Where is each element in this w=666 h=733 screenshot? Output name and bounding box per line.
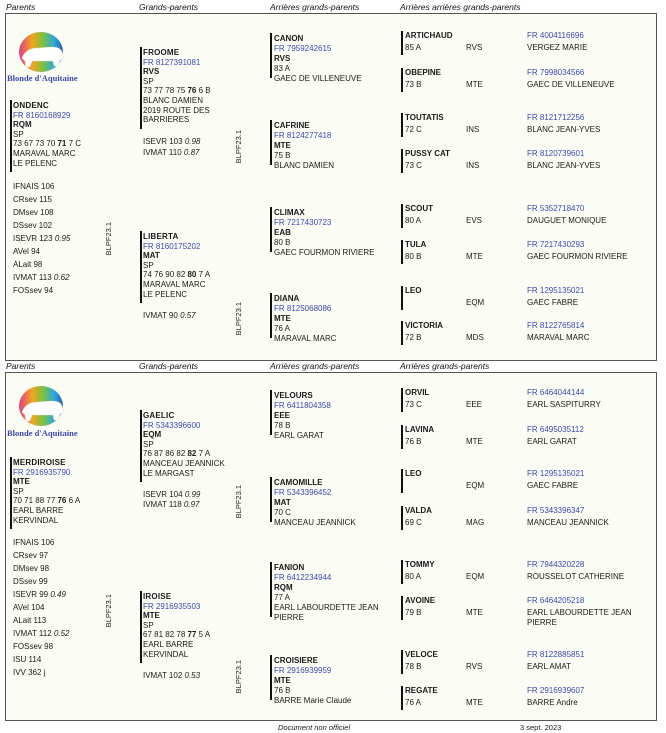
gggp-name: VELOCE: [405, 650, 438, 659]
ggp-owner: EARL GARAT: [274, 431, 324, 440]
parent-index: [13, 284, 70, 297]
gggp-owner: EARL AMAT: [527, 662, 572, 671]
gggp-bar: [401, 650, 403, 674]
gggp-owner: MARAVAL MARC: [527, 333, 590, 342]
logo-text-2: Blonde d'Aquitaine: [7, 428, 78, 438]
parent-code-2: MTE: [13, 477, 30, 487]
gp2-line-2: KERVINDAL: [143, 649, 189, 659]
gggp-code: EQM: [466, 298, 485, 307]
header-parents-2: Parents: [6, 361, 36, 371]
gp2-sp: SP: [143, 260, 154, 270]
parent-name-2: MERDIROISE: [13, 458, 66, 467]
gggp-name: VICTORIA: [405, 321, 444, 330]
parent-index-cd: 0.49: [50, 590, 66, 599]
gp2-block-bottom: [143, 592, 210, 659]
gp1-reg-2: FR 5343396600: [143, 420, 201, 430]
parent-index: [13, 232, 70, 245]
gggp-score: 73 C: [405, 400, 422, 409]
ggp-reg: FR 7959242615: [274, 44, 332, 53]
gggp-code: EQM: [466, 572, 485, 581]
header-grandparents-2: Grands-parents: [139, 361, 199, 371]
gp1-line-2: LE MARGAST: [143, 468, 195, 478]
header-ggp-2b: Arrières grands-parents: [400, 361, 490, 371]
gggp-code: EQM: [466, 481, 485, 490]
gggp-owner: GAEC FABRE: [527, 481, 579, 490]
gggp-reg: FR 7944320228: [527, 560, 585, 569]
gggp-owner: EARL SASPITURRY: [527, 400, 601, 409]
gp2-idx1-2: IVMAT 102 0.53: [143, 671, 201, 680]
gp1-idx1-2: ISEVR 104 0.99: [143, 490, 201, 499]
gp1-bar-2: [140, 410, 142, 482]
ggp-code: RQM: [274, 583, 293, 592]
ggp-score: 75 B: [274, 151, 291, 160]
gggp-code: EVS: [466, 216, 483, 225]
gp2-scores-2: 67 81 82 78 77 5 A: [143, 630, 211, 640]
gggp-reg: FR 6464205218: [527, 596, 585, 605]
gp1-block-top: [143, 48, 211, 125]
gp2-vlabel: BLPF23.1: [234, 302, 243, 336]
parent-block-bottom: [13, 458, 80, 525]
gggp-code: INS: [466, 161, 480, 170]
gggp-reg: FR 8122885851: [527, 650, 585, 659]
parent-index: [13, 588, 69, 601]
parent-index: [13, 271, 70, 284]
gggp-name: TULA: [405, 240, 427, 249]
ggp-code: EEE: [274, 411, 291, 420]
gp2-code-2: MTE: [143, 611, 160, 621]
gggp-code: MAG: [466, 518, 485, 527]
parent-index-label: CRsev 97: [13, 551, 49, 560]
gggp-score: 80 B: [405, 252, 422, 261]
ggp-owner: GAEC FOURMON RIVIERE: [274, 248, 375, 257]
header-ggp-2: Arrières grands-parents: [270, 361, 360, 371]
gggp-owner: GAEC FABRE: [527, 298, 579, 307]
ggp-score: 78 B: [274, 421, 291, 430]
gggp-bar: [401, 321, 403, 345]
gggp-code: MTE: [466, 252, 483, 261]
ggp-owner: PIERRE: [274, 613, 304, 622]
gggp-reg: FR 7998034566: [527, 68, 585, 77]
gggp-score: 78 B: [405, 662, 422, 671]
gggp-name: SCOUT: [405, 204, 433, 213]
gggp-name: VALDA: [405, 506, 432, 515]
gggp-code: MTE: [466, 80, 483, 89]
gggp-score: 72 B: [405, 333, 422, 342]
gggp-bar: [401, 149, 403, 173]
ggp-score: 76 B: [274, 686, 291, 695]
parent-index-label: FOSsev 98: [13, 642, 54, 651]
ggp-reg: FR 6412234944: [274, 573, 332, 582]
ggp-owner: MARAVAL MARC: [274, 334, 337, 343]
gp1-idx2-2: IVMAT 118 0.97: [143, 500, 200, 509]
gp2-bar: [140, 231, 142, 303]
ggp-name: CANON: [274, 34, 304, 43]
gp1-reg: FR 8127391081: [143, 57, 201, 67]
ggp-owner: GAEC DE VILLENEUVE: [274, 74, 362, 83]
parent-place-2: KERVINDAL: [13, 515, 59, 525]
gggp-score: 76 A: [405, 698, 422, 707]
parent-index-label: ISEVR 99: [13, 590, 51, 599]
gggp-bar: [401, 506, 403, 530]
logo-text: Blonde d'Aquitaine: [7, 73, 78, 83]
ggp-reg: FR 8124277418: [274, 131, 332, 140]
parent-index-cd: 0.62: [53, 273, 70, 282]
gp1-line: 2019 ROUTE DES: [143, 105, 210, 115]
ggp-block: [274, 563, 379, 623]
gp1-line: BARRIERES: [143, 115, 190, 125]
ggp-name: CAFRINE: [274, 121, 310, 130]
gp1-idx1: ISEVR 103 0.98: [143, 137, 201, 146]
parent-place: LE PELENC: [13, 158, 58, 168]
parent-index: [13, 653, 69, 666]
gp2-line-2: EARL BARRE: [143, 639, 194, 649]
ggp-code: EAB: [274, 228, 291, 237]
parent-reg-2: FR 2916935790: [13, 467, 71, 477]
gggp-name: TOMMY: [405, 560, 435, 569]
parent-index: [13, 193, 70, 206]
gggp-name: ORVIL: [405, 388, 430, 397]
gggp-code: MDS: [466, 333, 484, 342]
ggp-bar: [270, 477, 272, 522]
gggp-name: LEO: [405, 469, 422, 478]
gggp-name: AVOINE: [405, 596, 436, 605]
gp2-code: MAT: [143, 251, 160, 261]
gggp-score: 73 C: [405, 161, 422, 170]
gggp-owner: BLANC JEAN-YVES: [527, 125, 601, 134]
ggp-name: FANION: [274, 563, 305, 572]
gggp-owner: MANCEAU JEANNICK: [527, 518, 609, 527]
gp1-block-bottom: [143, 411, 225, 478]
parent-index-label: DMsev 108: [13, 208, 54, 217]
header-parents: Parents: [6, 2, 36, 12]
gggp-code: MTE: [466, 698, 483, 707]
parent-scores: 73 67 73 70 71 7 C: [13, 139, 82, 149]
ggp-owner: BLANC DAMIEN: [274, 161, 335, 170]
parent-index-label: CRsev 115: [13, 195, 52, 204]
parent-index-label: DMsev 98: [13, 564, 50, 573]
ggp-code: RVS: [274, 54, 291, 63]
gp1-sp: SP: [143, 76, 154, 86]
parent-index-label: IVV 362 j: [13, 668, 46, 677]
parent-index-list-top: [13, 180, 70, 297]
ggp-bar: [270, 207, 272, 252]
gggp-reg: FR 6464044144: [527, 388, 585, 397]
gggp-code: EEE: [466, 400, 483, 409]
ggp-score: 77 A: [274, 593, 291, 602]
gggp-reg: FR 1295135021: [527, 286, 585, 295]
ggp-block: [274, 121, 334, 171]
gggp-owner: EARL LABOURDETTE JEAN: [527, 608, 632, 617]
ggp-score: 70 C: [274, 508, 291, 517]
footer-disclaimer: Document non officiel: [278, 723, 351, 732]
ggp-bar: [270, 562, 272, 617]
ggp-code: MTE: [274, 314, 291, 323]
parent-index: [13, 180, 70, 193]
parent-breeder-2: EARL BARRE: [13, 505, 64, 515]
parent-index-label: IVMAT 112: [13, 629, 54, 638]
parent-index: [13, 206, 70, 219]
ggp-score: 80 B: [274, 238, 291, 247]
gp2-reg-2: FR 2916935503: [143, 601, 201, 611]
parent-index-cd: 0.95: [54, 234, 71, 243]
ggp-block: [274, 34, 362, 84]
parent-index-label: AVel 94: [13, 247, 40, 256]
gp2-block-top: [143, 232, 210, 299]
parent-name: ONDENC: [13, 101, 49, 110]
ggp-owner: BARRE Marie Claude: [274, 696, 352, 705]
ggp-reg: FR 2916939959: [274, 666, 332, 675]
ggp-reg: FR 5343396452: [274, 488, 332, 497]
gp1-vlabel-2: BLPF23.1: [234, 485, 243, 519]
gggp-score: 72 C: [405, 125, 422, 134]
parent-sp-2: SP: [13, 486, 24, 496]
gggp-score: 79 B: [405, 608, 422, 617]
parent-index: [13, 549, 69, 562]
gggp-bar: [401, 240, 403, 264]
gggp-name: LAVINA: [405, 425, 435, 434]
parent-vlabel-2: BLPF23.1: [104, 594, 113, 628]
ggp-bar: [270, 33, 272, 78]
parent-index: [13, 219, 70, 232]
parent-index-label: FOSsev 94: [13, 286, 54, 295]
parent-breeder: MARAVAL MARC: [13, 148, 76, 158]
header-grandparents: Grands-parents: [139, 2, 199, 12]
parent-bar: [10, 100, 12, 172]
parent-index: [13, 627, 69, 640]
gp1-line: BLANC DAMIEN: [143, 95, 204, 105]
gggp-code: INS: [466, 125, 480, 134]
gp2-idx1: IVMAT 90 0.57: [143, 311, 196, 320]
gp1-bar: [140, 47, 142, 129]
gp1-sp-2: SP: [143, 439, 154, 449]
ggp-block: [274, 391, 331, 441]
gggp-name: ARTICHAUD: [405, 31, 453, 40]
gggp-owner: VERGEZ MARIE: [527, 43, 588, 52]
parent-index: [13, 614, 69, 627]
gggp-bar: [401, 286, 403, 310]
gggp-name: OBEPINE: [405, 68, 442, 77]
parent-index-cd: 0.52: [53, 629, 70, 638]
parent-index-label: ALait 98: [13, 260, 43, 269]
parent-index: [13, 245, 70, 258]
ggp-score: 76 A: [274, 324, 291, 333]
ggp-code: MTE: [274, 676, 291, 685]
parent-vlabel: BLPF23.1: [104, 222, 113, 256]
gggp-code: RVS: [466, 43, 483, 52]
ggp-reg: FR 8125068086: [274, 304, 332, 313]
gggp-score: 80 A: [405, 572, 422, 581]
parent-index: [13, 575, 69, 588]
ggp-block: [274, 294, 337, 344]
parent-index-label: IVMAT 113: [13, 273, 54, 282]
ggp-name: CAMOMILLE: [274, 478, 323, 487]
gp2-sp-2: SP: [143, 620, 154, 630]
gggp-reg: FR 8120739601: [527, 149, 585, 158]
parent-block-top: [13, 101, 81, 168]
parent-index-label: ALait 113: [13, 616, 47, 625]
gp2-reg: FR 8160175202: [143, 241, 201, 251]
gp1-code-2: EQM: [143, 430, 162, 440]
gggp-bar: [401, 113, 403, 137]
gggp-name: TOUTATIS: [405, 113, 444, 122]
ggp-bar: [270, 655, 272, 700]
parent-index-list-bottom: [13, 536, 69, 679]
gggp-bar: [401, 596, 403, 620]
parent-index: [13, 666, 69, 679]
gggp-owner: EARL GARAT: [527, 437, 577, 446]
gggp-bar: [401, 68, 403, 92]
parent-index-label: DSsev 102: [13, 221, 53, 230]
gggp-owner: GAEC FOURMON RIVIERE: [527, 252, 628, 261]
gp1-vlabel: BLPF23.1: [234, 130, 243, 164]
gp1-name-2: GAELIC: [143, 411, 175, 420]
ggp-reg: FR 6411804358: [274, 401, 331, 410]
ggp-code: MAT: [274, 498, 291, 507]
parent-bar-2: [10, 457, 12, 529]
gggp-score: 80 A: [405, 216, 422, 225]
gp1-code: RVS: [143, 67, 160, 77]
ggp-reg: FR 7217430723: [274, 218, 332, 227]
gggp-owner: GAEC DE VILLENEUVE: [527, 80, 615, 89]
gp1-idx2: IVMAT 110 0.87: [143, 148, 200, 157]
ggp-bar: [270, 293, 272, 338]
parent-sp: SP: [13, 129, 24, 139]
parent-index: [13, 258, 70, 271]
parent-index: [13, 601, 69, 614]
gp1-scores-2: 76 87 86 82 82 7 A: [143, 449, 211, 459]
ggp-name: CROISIERE: [274, 656, 319, 665]
gggp-owner: BLANC JEAN-YVES: [527, 161, 601, 170]
ggp-block: [274, 478, 356, 528]
parent-index-label: IFNAIS 106: [13, 182, 55, 191]
parent-index-label: ISEVR 123: [13, 234, 55, 243]
footer-date: 3 sept. 2023: [520, 723, 562, 732]
gp1-name: FROOME: [143, 48, 180, 57]
gggp-bar: [401, 469, 403, 493]
parent-reg: FR 8160168929: [13, 110, 71, 120]
ggp-code: MTE: [274, 141, 291, 150]
gp2-bar-2: [140, 591, 142, 663]
gggp-reg: FR 2916939607: [527, 686, 585, 695]
ggp-block: [274, 656, 351, 706]
gggp-owner: BARRE Andre: [527, 698, 578, 707]
gggp-reg: FR 8121712256: [527, 113, 585, 122]
parent-index-label: ISU 114: [13, 655, 42, 664]
ggp-score: 83 A: [274, 64, 291, 73]
gggp-code: MTE: [466, 437, 483, 446]
gggp-score: 73 B: [405, 80, 422, 89]
gggp-reg: FR 8122765814: [527, 321, 585, 330]
parent-index-label: AVel 104: [13, 603, 45, 612]
gggp-bar: [401, 388, 403, 412]
ggp-name: DIANA: [274, 294, 300, 303]
gp2-name: LIBERTA: [143, 232, 179, 241]
gggp-name: PUSSY CAT: [405, 149, 451, 158]
gggp-score: 69 C: [405, 518, 422, 527]
parent-code: RQM: [13, 120, 32, 130]
gggp-bar: [401, 425, 403, 449]
parent-index: [13, 536, 69, 549]
gp2-scores: 74 76 90 82 80 7 A: [143, 270, 211, 280]
header-ggp: Arrières grands-parents: [270, 2, 360, 12]
gggp-name: LEO: [405, 286, 422, 295]
gp2-vlabel-2: BLPF23.1: [234, 660, 243, 694]
gggp-name: REGATE: [405, 686, 438, 695]
gggp-owner: PIERRE: [527, 618, 557, 627]
gggp-reg: FR 6495035112: [527, 425, 584, 434]
gp1-scores: 73 77 78 75 76 6 B: [143, 86, 211, 96]
gp2-name-2: IROISE: [143, 592, 172, 601]
gggp-score: 76 B: [405, 437, 422, 446]
gggp-bar: [401, 31, 403, 55]
gggp-reg: FR 7217430293: [527, 240, 585, 249]
ggp-bar: [270, 120, 272, 165]
parent-index: [13, 562, 69, 575]
gggp-code: RVS: [466, 662, 483, 671]
ggp-block: [274, 208, 374, 258]
gp2-line: MARAVAL MARC: [143, 279, 206, 289]
ggp-owner: MANCEAU JEANNICK: [274, 518, 356, 527]
gggp-bar: [401, 560, 403, 584]
gggp-owner: ROUSSELOT CATHERINE: [527, 572, 625, 581]
ggp-bar: [270, 390, 272, 435]
header-gggp: Arrières arrières grands-parents: [400, 2, 521, 12]
parent-index-label: DSsev 99: [13, 577, 48, 586]
gp2-line: LE PELENC: [143, 289, 188, 299]
parent-index: [13, 640, 69, 653]
ggp-name: CLIMAX: [274, 208, 305, 217]
ggp-owner: EARL LABOURDETTE JEAN: [274, 603, 379, 612]
gp1-line-2: MANCEAU JEANNICK: [143, 458, 225, 468]
gggp-score: 85 A: [405, 43, 422, 52]
gggp-reg: FR 4004116696: [527, 31, 584, 40]
gggp-reg: FR 1295135021: [527, 469, 585, 478]
gggp-code: MTE: [466, 608, 483, 617]
parent-index-label: IFNAIS 106: [13, 538, 55, 547]
gggp-bar: [401, 686, 403, 710]
gggp-reg: FR 5343396347: [527, 506, 585, 515]
gggp-reg: FR 5352718470: [527, 204, 585, 213]
gggp-bar: [401, 204, 403, 228]
parent-scores-2: 70 71 88 77 76 6 A: [13, 496, 81, 506]
gggp-owner: DAUGUET MONIQUE: [527, 216, 607, 225]
ggp-name: VELOURS: [274, 391, 313, 400]
